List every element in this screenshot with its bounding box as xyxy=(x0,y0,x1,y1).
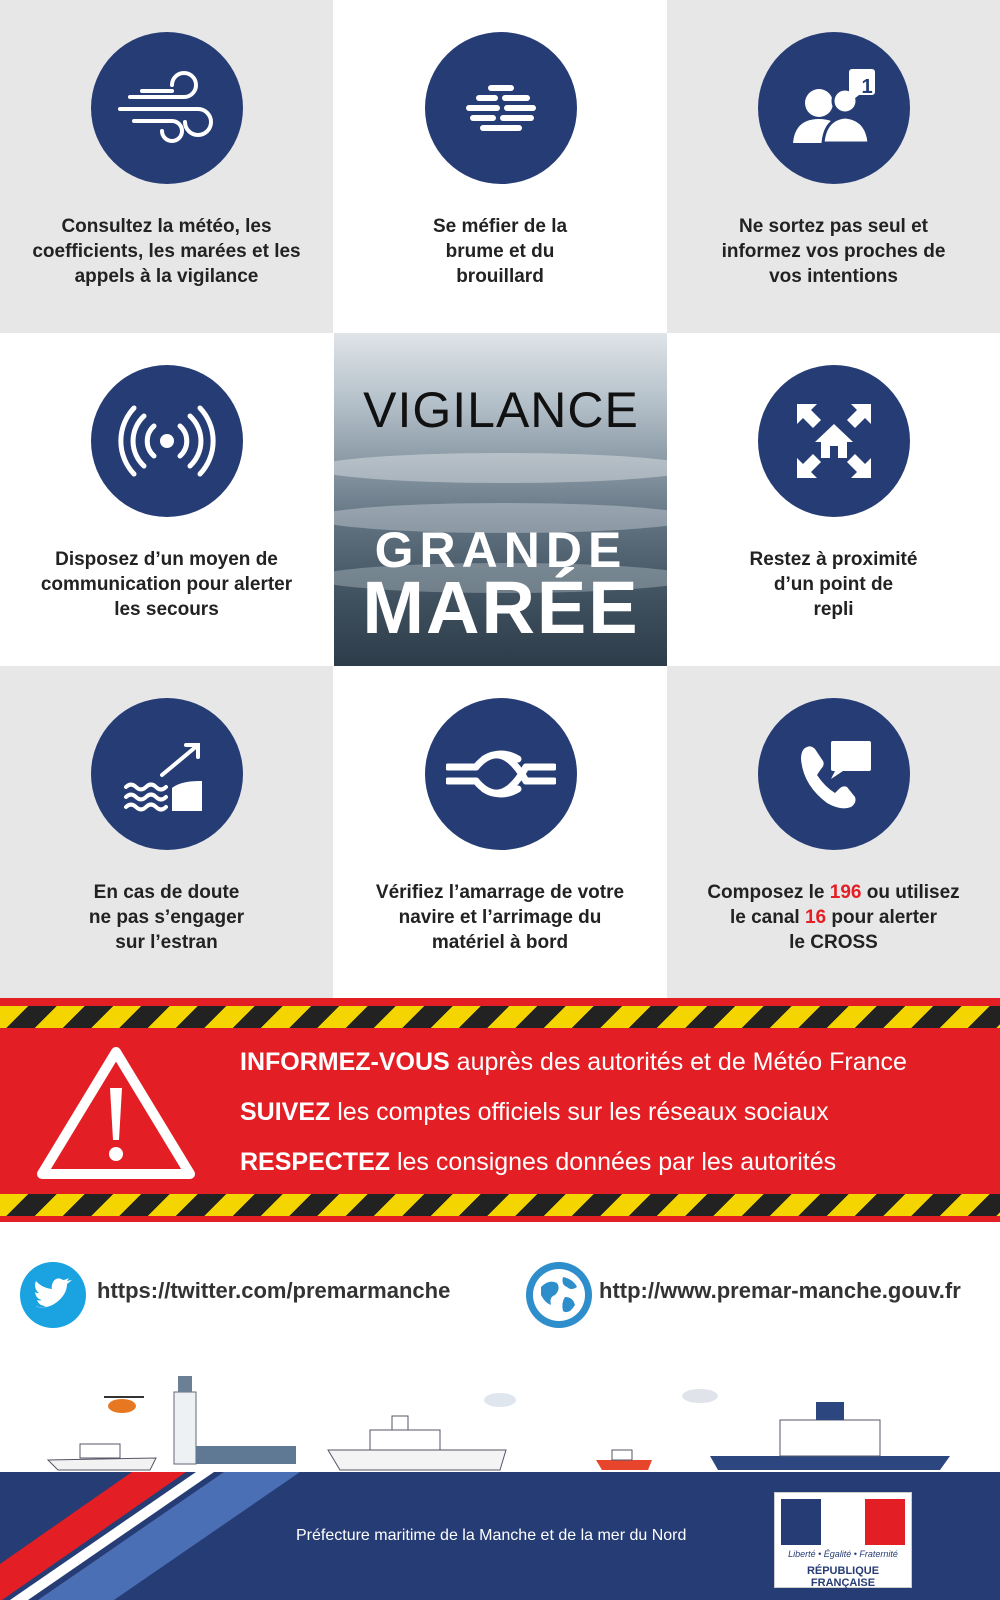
helicopter-icon xyxy=(484,1393,516,1407)
tip-caption: En cas de doute ne pas s’engager sur l’estran xyxy=(88,882,245,953)
vhf-channel: 16 xyxy=(804,907,827,928)
house-arrows-icon xyxy=(758,365,910,517)
alert-text: les consignes données par les autorités xyxy=(390,1148,837,1176)
knot-icon xyxy=(425,698,577,850)
logo-motto: Liberté • Égalité • Fraternité xyxy=(788,1549,898,1559)
tricolor-stripe xyxy=(0,1472,330,1600)
alert-line xyxy=(240,1098,829,1127)
twitter-icon[interactable] xyxy=(20,1262,86,1328)
flag-red xyxy=(865,1499,905,1545)
emergency-number: 196 xyxy=(829,882,862,903)
tip-caption xyxy=(673,880,994,955)
tip-not-alone xyxy=(667,0,1000,333)
links-section xyxy=(0,1222,1000,1372)
logo-name: RÉPUBLIQUE FRANÇAISE xyxy=(806,1565,880,1589)
marianne-logo xyxy=(774,1492,912,1588)
people-icon xyxy=(758,32,910,184)
footer-text: Préfecture maritime de la Manche et de la mer du Nord xyxy=(296,1527,687,1544)
notification-badge: 1 xyxy=(861,76,873,98)
twitter-link[interactable]: https://twitter.com/premarmanche xyxy=(97,1278,451,1303)
tip-caption: Disposez d’un moyen de communication pour alerter les secours xyxy=(40,549,293,620)
tip-caption: Vérifiez l’amarrage de votre navire et l’arrimage du matériel à bord xyxy=(375,882,625,953)
helicopter-icon xyxy=(682,1389,718,1403)
alert-line xyxy=(240,1148,836,1177)
footer xyxy=(0,1472,1000,1600)
tug-ship-icon xyxy=(710,1402,950,1470)
hero-panel xyxy=(334,333,668,666)
helicopter-icon xyxy=(104,1396,144,1413)
flag-white xyxy=(821,1499,865,1545)
tip-caption: Consultez la météo, les coefficients, les marées et les appels à la vigilance xyxy=(32,216,301,287)
tip-communication xyxy=(0,333,333,666)
caption-text: pour alerter le CROSS xyxy=(789,907,937,953)
alert-keyword: SUIVEZ xyxy=(240,1098,331,1126)
patrol-boat-icon xyxy=(48,1444,156,1470)
tip-caption: Restez à proximité d’un point de repli xyxy=(749,549,918,620)
caption-text: ou utilisez le canal xyxy=(729,882,960,928)
lifeboat-icon xyxy=(596,1450,652,1470)
hero-subtitle-grande: GRANDE xyxy=(374,522,628,578)
phone-icon xyxy=(758,698,910,850)
fleet-illustration xyxy=(0,1360,1000,1472)
rising-tide-icon xyxy=(91,698,243,850)
tip-fog xyxy=(333,0,667,333)
alert-banner xyxy=(0,998,1000,1222)
wind-icon xyxy=(91,32,243,184)
tip-mooring xyxy=(333,666,667,999)
caption-text: Composez le xyxy=(707,882,830,903)
hazard-stripe xyxy=(0,1006,1000,1028)
radio-signal-icon xyxy=(91,365,243,517)
alert-keyword: INFORMEZ-VOUS xyxy=(240,1048,450,1076)
hero-title: VIGILANCE xyxy=(363,382,639,438)
lighthouse-icon xyxy=(174,1376,296,1464)
tip-shelter xyxy=(667,333,1000,666)
alert-text: les comptes officiels sur les réseaux sociaux xyxy=(330,1098,829,1126)
alert-line xyxy=(240,1048,907,1077)
hazard-stripe xyxy=(0,1194,1000,1216)
tip-caption: Se méfier de la brume et du brouillard xyxy=(432,216,568,287)
tip-caption: Ne sortez pas seul et informez vos proches de vos intentions xyxy=(721,216,946,287)
tip-call-cross xyxy=(667,666,1000,999)
globe-icon[interactable] xyxy=(526,1262,592,1328)
tip-weather xyxy=(0,0,333,333)
tip-foreshore xyxy=(0,666,333,999)
website-link[interactable]: http://www.premar-manche.gouv.fr xyxy=(599,1278,961,1303)
warning-icon xyxy=(34,1042,198,1182)
wave-highlight xyxy=(334,453,668,483)
fog-icon xyxy=(425,32,577,184)
hero-subtitle-maree: MARÉE xyxy=(362,566,640,649)
alert-keyword: RESPECTEZ xyxy=(240,1148,391,1176)
frigate-icon xyxy=(328,1416,506,1470)
alert-text: auprès des autorités et de Météo France xyxy=(449,1048,907,1076)
flag-blue xyxy=(781,1499,821,1545)
